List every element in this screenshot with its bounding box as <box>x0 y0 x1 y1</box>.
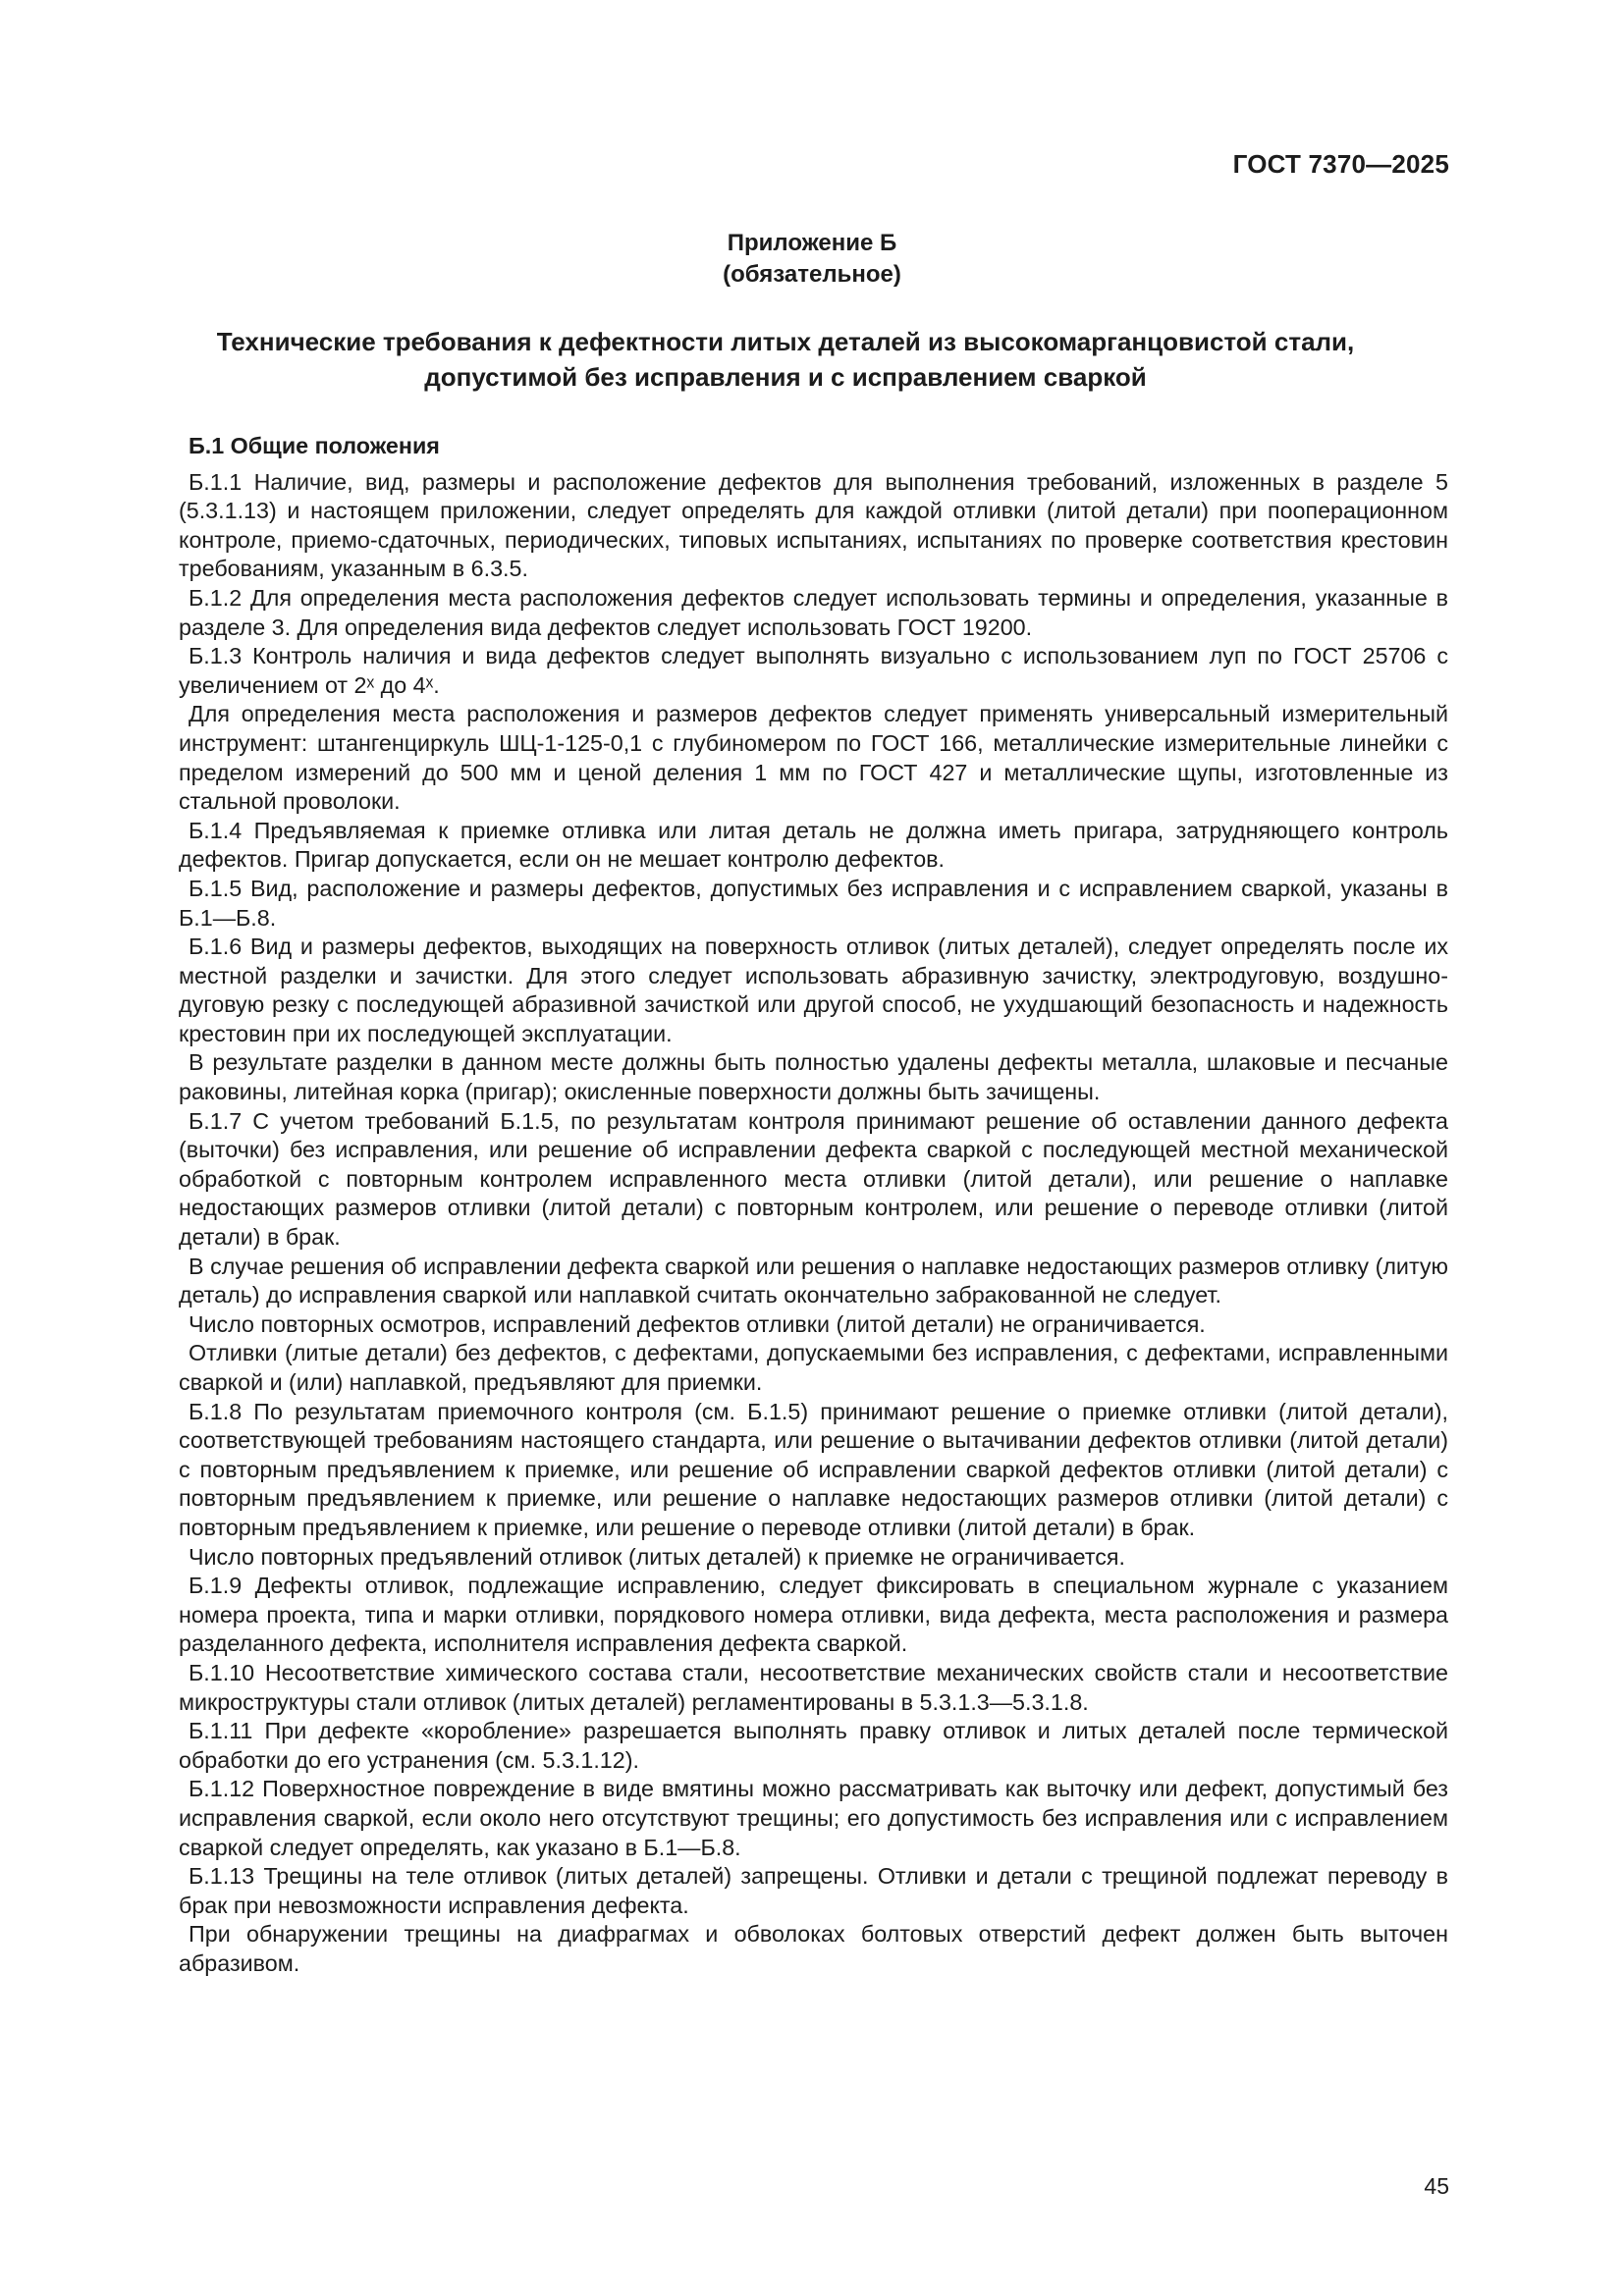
paragraph-b-1-7: Б.1.7 С учетом требований Б.1.5, по результатам контроля принимают решение об оставлении данного дефекта (выточки) без исправления, или решение об исправлении дефекта сваркой с последующей местной механической обработкой с повторным контролем исправленного места отливки (литой детали), или решение о наплавке недостающих размеров отливки (литой детали) с повторным контролем, или решение о переводе отливки (литой детали) в брак. <box>179 1107 1448 1251</box>
standard-code: ГОСТ 7370—2025 <box>1232 149 1449 179</box>
paragraph-b-1-1: Б.1.1 Наличие, вид, размеры и расположение дефектов для выполнения требований, изложенных в разделе 5 (5.3.1.13) и настоящем приложении, следует определять для каждой отливки (литой детали) при пооперационном контроле, приемо-сдаточных, периодических, типовых испытаниях, испытаниях по проверке соответствия крестовин требованиям, указанным в 6.3.5. <box>179 468 1448 582</box>
appendix-title-line-1: Технические требования к дефектности литых деталей из высокомарганцовистой стали, <box>216 327 1355 356</box>
paragraph-b-1-4: Б.1.4 Предъявляемая к приемке отливка или литая деталь не должна иметь пригара, затрудняющего контроль дефектов. Пригар допускается, если он не мешает контролю дефектов. <box>179 817 1448 873</box>
page-number: 45 <box>1424 2173 1449 2199</box>
paragraph-b-1-7-inspections: Число повторных осмотров, исправлений дефектов отливки (литой детали) не ограничивается. <box>189 1310 1206 1337</box>
paragraph-b-1-7-acceptance: Отливки (литые детали) без дефектов, с дефектами, допускаемыми без исправления, с дефектами, исправленными сваркой и (или) наплавкой, предъявляют для приемки. <box>179 1340 1448 1395</box>
paragraph-b-1-11: Б.1.11 При дефекте «коробление» разрешается выполнять правку отливок и литых деталей после термической обработки до его устранения (см. 5.3.1.12). <box>179 1718 1448 1773</box>
appendix-heading <box>0 228 1624 291</box>
paragraph-b-1-13-diaphragms: При обнаружении трещины на диафрагмах и обволоках болтовых отверстий дефект должен быть выточен абразивом. <box>179 1921 1448 1976</box>
paragraph-b-1-12: Б.1.12 Поверхностное повреждение в виде вмятины можно рассматривать как выточку или дефект, допустимый без исправления сваркой, если около него отсутствуют трещины; его допустимость без исправления или с исправлением сваркой следует определять, как указано в Б.1—Б.8. <box>179 1776 1448 1860</box>
appendix-status: (обязательное) <box>723 261 901 288</box>
appendix-label: Приложение Б <box>727 230 897 256</box>
paragraph-b-1-3: Б.1.3 Контроль наличия и вида дефектов следует выполнять визуально с использованием луп по ГОСТ 25706 с увеличением от 2ˣ до 4ˣ. <box>179 643 1448 698</box>
section-heading: Б.1 Общие положения <box>189 433 440 458</box>
paragraph-b-1-6: Б.1.6 Вид и размеры дефектов, выходящих на поверхность отливок (литых деталей), следует определять после их местной разделки и зачистки. Для этого следует использовать абразивную зачистку, электродуговую, воздушно-дуговую резку с последующей абразивной зачисткой или другой способ, не ухудшающий безопасность и надежность крестовин при их последующей эксплуатации. <box>179 934 1448 1046</box>
paragraph-b-1-6-result: В результате разделки в данном месте должны быть полностью удалены дефекты металла, шлаковые и песчаные раковины, литейная корка (пригар); окисленные поверхности должны быть зачищены. <box>179 1049 1448 1105</box>
appendix-title <box>147 324 1424 395</box>
paragraph-b-1-8-resubmissions: Число повторных предъявлений отливок (литых деталей) к приемке не ограничивается. <box>189 1543 1125 1570</box>
paragraph-b-1-5: Б.1.5 Вид, расположение и размеры дефектов, допустимых без исправления и с исправлением сваркой, указаны в Б.1—Б.8. <box>179 875 1448 931</box>
paragraph-b-1-3-instruments: Для определения места расположения и размеров дефектов следует применять универсальный измерительный инструмент: штангенциркуль ШЦ-1-125-0,1 с глубиномером по ГОСТ 166, металлические измерительные линейки с пределом измерений до 500 мм и ценой деления 1 мм по ГОСТ 427 и металлические щупы, изготовленные из стальной проволоки. <box>179 701 1448 815</box>
paragraph-b-1-2: Б.1.2 Для определения места расположения дефектов следует использовать термины и определения, указанные в разделе 3. Для определения вида дефектов следует использовать ГОСТ 19200. <box>179 584 1448 640</box>
appendix-title-line-2: допустимой без исправления и с исправлением сваркой <box>424 362 1147 392</box>
paragraph-b-1-10: Б.1.10 Несоответствие химического состава стали, несоответствие механических свойств стали и несоответствие микроструктуры стали отливок (литых деталей) регламентированы в 5.3.1.3—5.3.1.8. <box>179 1659 1448 1715</box>
body-text <box>179 432 1448 1978</box>
paragraph-b-1-9: Б.1.9 Дефекты отливок, подлежащие исправлению, следует фиксировать в специальном журнале с указанием номера проекта, типа и марки отливки, порядкового номера отливки, вида дефекта, места расположения и размера разделанного дефекта, исполнителя исправления дефекта сваркой. <box>179 1573 1448 1657</box>
paragraph-b-1-8: Б.1.8 По результатам приемочного контроля (см. Б.1.5) принимают решение о приемке отливки (литой детали), соответствующей требованиям настоящего стандарта, или решение о вытачивании дефектов отливки (литой детали) с повторным предъявлением к приемке, или решение об исправлении сваркой дефектов отливки (литой детали) с повторным предъявлением к приемке, или решение о наплавке недостающих размеров отливки (литой детали) с повторным предъявлением к приемке, или решение о переводе отливки (литой детали) в брак. <box>179 1398 1448 1540</box>
paragraph-b-1-13: Б.1.13 Трещины на теле отливок (литых деталей) запрещены. Отливки и детали с трещиной подлежат переводу в брак при невозможности исправления дефекта. <box>179 1863 1448 1918</box>
paragraph-b-1-7-welding: В случае решения об исправлении дефекта сваркой или решения о наплавке недостающих размеров отливку (литую деталь) до исправления сваркой или наплавкой считать окончательно забракованной не следует. <box>179 1253 1448 1308</box>
